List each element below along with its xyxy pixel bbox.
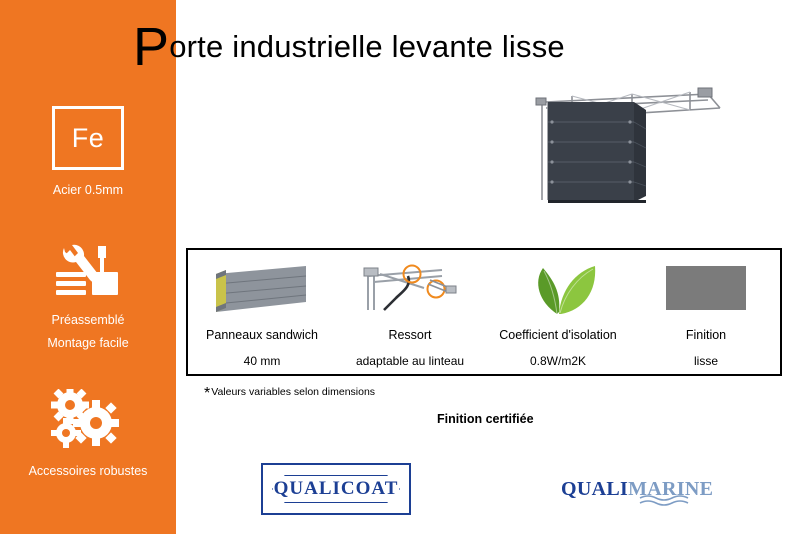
page-title	[133, 17, 565, 77]
qualimarine-logo-text-primary: QUALI	[561, 477, 629, 500]
fe-material-icon	[52, 106, 124, 170]
industrial-door-illustration	[512, 84, 778, 224]
sidebar-label-easy-mounting: Montage facile	[47, 336, 129, 350]
feature-panel-spring	[336, 250, 484, 374]
certified-finish-label: Finition certifiée	[437, 412, 534, 426]
leaf-icon	[484, 258, 632, 320]
feature-title-insulation: Coefficient d'isolation	[499, 328, 617, 342]
sidebar-label-preassembled: Préassemblé	[51, 313, 125, 327]
sandwich-panel-icon	[188, 258, 336, 320]
feature-value-finish: lisse	[693, 354, 718, 368]
finish-swatch-icon	[632, 258, 780, 320]
features-panel	[186, 248, 782, 376]
page-title-rest: orte industrielle levante lisse	[169, 29, 565, 64]
sidebar	[0, 0, 176, 534]
page-title-initial: P	[133, 17, 170, 77]
qualimarine-logo-text-secondary: MARINE	[628, 477, 714, 500]
feature-title-spring: Ressort	[388, 328, 432, 342]
gears-icon	[0, 389, 176, 451]
feature-panel-finish	[632, 250, 780, 374]
sidebar-item-accessories	[0, 353, 176, 481]
feature-value-insulation: 0.8W/m2K	[529, 354, 586, 368]
feature-value-sandwich: 40 mm	[243, 354, 281, 368]
wrench-tools-icon	[0, 244, 176, 300]
feature-panel-sandwich	[188, 250, 336, 374]
qualicoat-logo-text: QUALICOAT	[273, 478, 399, 499]
footnote-marker: *	[204, 385, 211, 402]
spring-mechanism-icon	[336, 258, 484, 320]
feature-title-sandwich: Panneaux sandwich	[206, 328, 318, 342]
feature-title-finish: Finition	[685, 328, 727, 342]
feature-value-spring: adaptable au linteau	[355, 354, 465, 368]
qualicoat-logo	[261, 463, 411, 515]
feature-panel-insulation	[484, 250, 632, 374]
qualimarine-logo	[561, 472, 714, 506]
footnote	[204, 385, 375, 403]
wave-icon	[638, 494, 704, 506]
sidebar-label-steel: Acier 0.5mm	[52, 183, 124, 197]
sidebar-label-accessories: Accessoires robustes	[28, 464, 148, 478]
fe-badge-label: Fe	[71, 122, 105, 153]
sidebar-item-preassembled	[0, 200, 176, 353]
footnote-text: Valeurs variables selon dimensions	[211, 386, 376, 398]
